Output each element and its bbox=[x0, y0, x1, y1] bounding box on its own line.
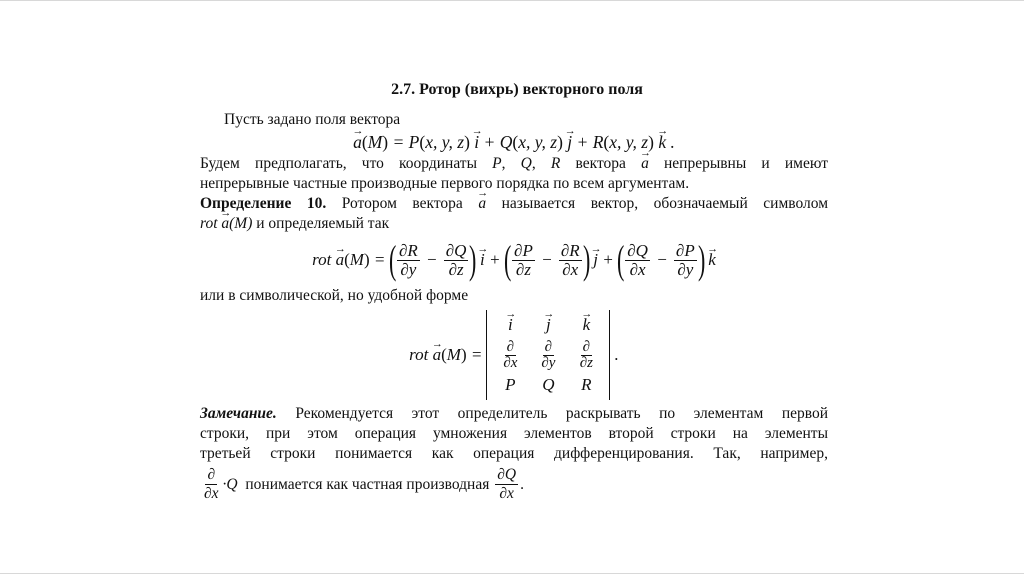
determinant: → i → j → k $\frac{\partial}{\partial x}$ $\frac{\partial}{\partial y}$ $\frac{\partial}{\partial z}$ P Q R bbox=[486, 310, 610, 400]
remark-line-2: строки, при этом операция умножения элементов второй строки на элементы bbox=[200, 425, 828, 442]
vector-field-formula: → a ( M ) = P ( x, y, z ) → i + Q ( x, y, z ) → j + R ( x, y, z ) → k . bbox=[200, 132, 828, 152]
assumption-line-1: Будем предполагать, что координаты P, Q, R вектора → a непрерывны и имеют bbox=[200, 154, 828, 174]
remark-line-4: $\frac{\partial}{\partial x}$ ·Q понимается как частная производная $\frac{\partial Q}{\partial x}$ . bbox=[204, 466, 524, 502]
rot-determinant-formula: rot → a ( M ) = → i → j → k $\frac{\partial}{\partial x}$ $\frac{\partial}{\partial y}$ $\frac{\partial}{\partial z}$ P Q R . bbox=[200, 310, 828, 400]
remark-line-3: третьей строки понимается как операция дифференцирования. Так, например, bbox=[200, 445, 828, 462]
slide-top-edge bbox=[0, 0, 1024, 1]
definition-line-1: Определение 10. Ротором вектора → a называется вектор, обозначаемый символом bbox=[200, 194, 828, 214]
assumption-line-2: непрерывные частные производные первого порядка по всем аргументам. bbox=[200, 175, 690, 192]
symbolic-form-intro: или в символической, но удобной форме bbox=[200, 287, 469, 304]
intro-text: Пусть задано поля вектора bbox=[224, 111, 401, 128]
definition-line-2: rot → a(M) и определяемый так bbox=[200, 214, 828, 234]
remark-line-1: Замечание. Рекомендуется этот определитель раскрывать по элементам первой bbox=[200, 405, 829, 422]
section-title: 2.7. Ротор (вихрь) векторного поля bbox=[391, 81, 643, 98]
rot-formula: rot → a ( M ) = ( $\frac{\partial R}{\partial y}$ − $\frac{\partial Q}{\partial z}$ ) → i + ( $\frac{\partial P}{\partial z}$ − $\frac{\partial R}{\partial x}$ ) → j + ( $\frac{\partial Q}{\partial x}$ − $\frac{\partial P}{\partial y}$ ) → k bbox=[200, 240, 828, 280]
document-page bbox=[200, 80, 828, 503]
